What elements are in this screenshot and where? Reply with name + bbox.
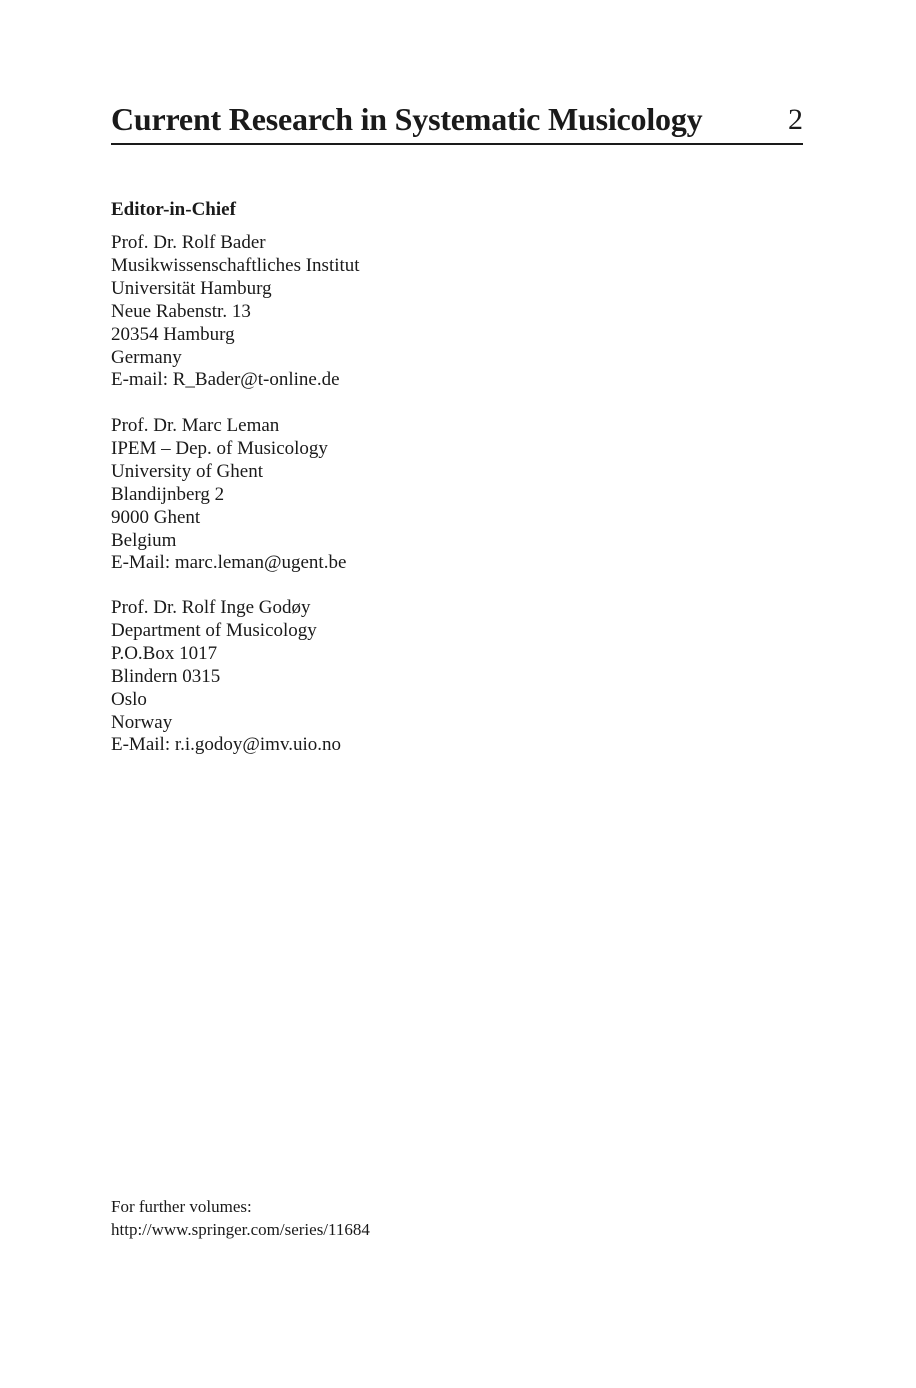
address-line: IPEM – Dep. of Musicology — [111, 437, 328, 459]
editor-name: Prof. Dr. Marc Leman — [111, 415, 280, 436]
address-line: Blandijnberg 2 — [111, 483, 225, 505]
editor-in-chief-heading: Editor-in-Chief — [111, 199, 236, 220]
address-line: Neue Rabenstr. 13 — [111, 300, 251, 322]
header-rule — [111, 143, 803, 145]
address-line: Norway — [111, 711, 173, 733]
further-volumes-label: For further volumes: — [111, 1197, 252, 1216]
address-line: University of Ghent — [111, 460, 263, 482]
page-header — [111, 98, 803, 146]
editor-email: E-Mail: marc.leman@ugent.be — [111, 552, 347, 574]
further-volumes-note — [111, 1195, 370, 1241]
series-title: Current Research in Systematic Musicology — [111, 101, 703, 137]
address-line: Musikwissenschaftliches Institut — [111, 254, 360, 276]
address-line: 9000 Ghent — [111, 506, 201, 528]
editor-address-godoy — [111, 597, 341, 757]
editor-email: E-mail: R_Bader@t-online.de — [111, 369, 340, 391]
address-line: 20354 Hamburg — [111, 323, 235, 345]
editor-address-bader — [111, 232, 360, 392]
series-url: http://www.springer.com/series/11684 — [111, 1220, 370, 1239]
editor-email: E-Mail: r.i.godoy@imv.uio.no — [111, 734, 342, 756]
address-line: Department of Musicology — [111, 619, 317, 641]
address-line: Blindern 0315 — [111, 665, 221, 687]
editor-name: Prof. Dr. Rolf Bader — [111, 232, 266, 253]
editor-name: Prof. Dr. Rolf Inge Godøy — [111, 597, 311, 618]
address-line: Oslo — [111, 688, 147, 710]
volume-number: 2 — [788, 103, 803, 136]
editor-address-leman — [111, 415, 346, 575]
address-line: Belgium — [111, 529, 177, 551]
address-line: Universität Hamburg — [111, 277, 272, 299]
address-line: Germany — [111, 346, 182, 368]
address-line: P.O.Box 1017 — [111, 642, 218, 664]
